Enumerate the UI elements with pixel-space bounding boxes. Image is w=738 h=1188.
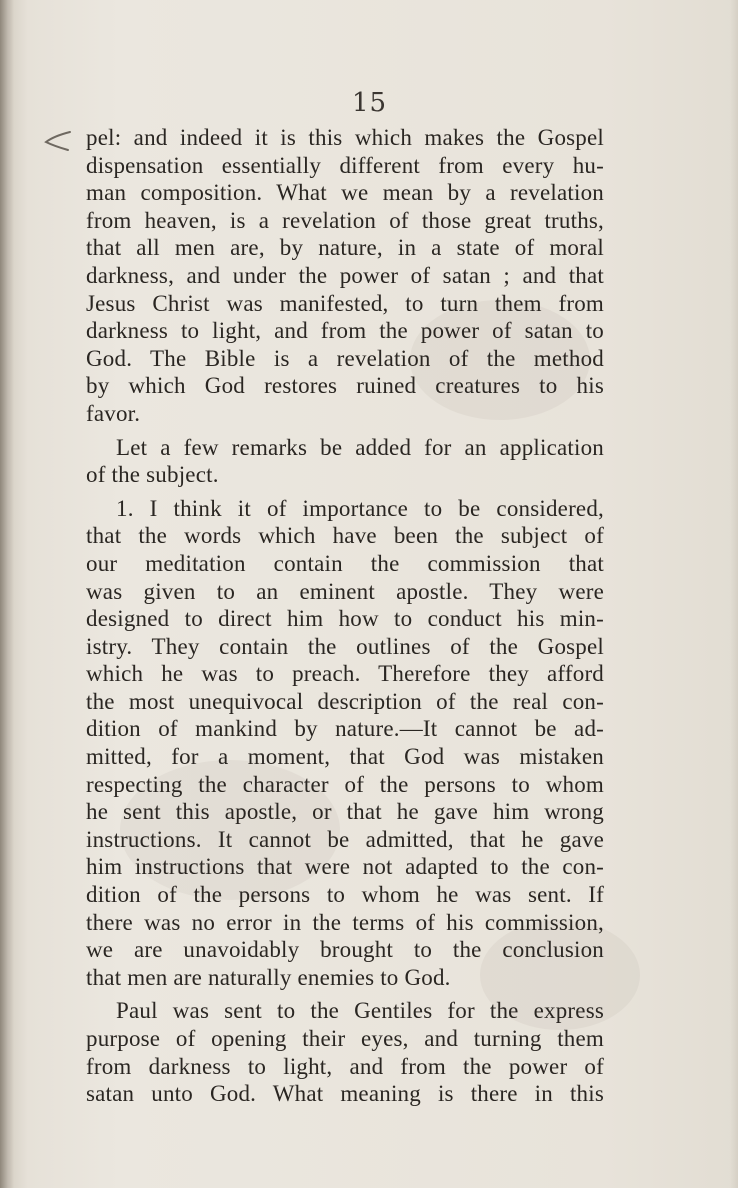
text-line: that the words which have been the subject of [86, 523, 604, 549]
text-line: man composition. What we mean by a revelation [86, 180, 604, 206]
text-line: darkness to light, and from the power of satan to [86, 318, 604, 344]
text-line: Let a few remarks be added for an application [116, 434, 604, 460]
text-line: istry. They contain the outlines of the Gospel [86, 633, 604, 659]
text-line: 1. I think it of importance to be considered, [116, 495, 604, 521]
text-line: dition of mankind by nature.—It cannot be ad- [86, 716, 604, 742]
handwritten-margin-mark [40, 128, 74, 154]
text-line: purpose of opening their eyes, and turning them [86, 1026, 604, 1051]
text-line: from darkness to light, and from the power of [86, 1053, 604, 1079]
text-line: designed to direct him how to conduct his min- [86, 606, 604, 632]
text-line: darkness, and under the power of satan ; and that [86, 262, 604, 288]
text-line: the most unequivocal description of the real con- [86, 688, 604, 714]
text-line: mitted, for a moment, that God was mistaken [86, 744, 604, 770]
body-text [86, 124, 604, 1108]
text-line: him instructions that were not adapted to the con- [86, 854, 604, 880]
text-line: by which God restores ruined creatures to his [86, 373, 604, 399]
page-number: 15 [352, 88, 388, 118]
text-line: from heaven, is a revelation of those great truths, [86, 207, 604, 233]
text-line: God. The Bible is a revelation of the method [86, 345, 604, 371]
text-line: Jesus Christ was manifested, to turn them from [86, 290, 604, 316]
text-line: he sent this apostle, or that he gave him wrong [86, 799, 604, 825]
text-line: was given to an eminent apostle. They were [86, 578, 604, 604]
text-line: dition of the persons to whom he was sent. If [86, 882, 604, 908]
text-line: dispensation essentially different from every hu- [86, 152, 604, 178]
text-line: instructions. It cannot be admitted, that he gave [86, 826, 604, 852]
text-line: Paul was sent to the Gentiles for the express [116, 998, 604, 1024]
text-line: satan unto God. What meaning is there in this [86, 1081, 604, 1107]
text-line: favor. [86, 400, 141, 426]
text-line: respecting the character of the persons to whom [86, 771, 604, 797]
text-line: our meditation contain the commission that [86, 550, 604, 576]
text-line: which he was to preach. Therefore they afford [86, 661, 604, 687]
text-line: pel: and indeed it is this which makes the Gospel [86, 125, 604, 150]
text-line: we are unavoidably brought to the conclusion [86, 937, 604, 963]
text-line: that men are naturally enemies to God. [86, 964, 451, 990]
page-edge [730, 0, 738, 1188]
text-line: there was no error in the terms of his commission, [86, 909, 604, 935]
binding-gutter [0, 0, 14, 1188]
text-line: that all men are, by nature, in a state of moral [86, 235, 604, 261]
text-line: of the subject. [86, 462, 219, 488]
